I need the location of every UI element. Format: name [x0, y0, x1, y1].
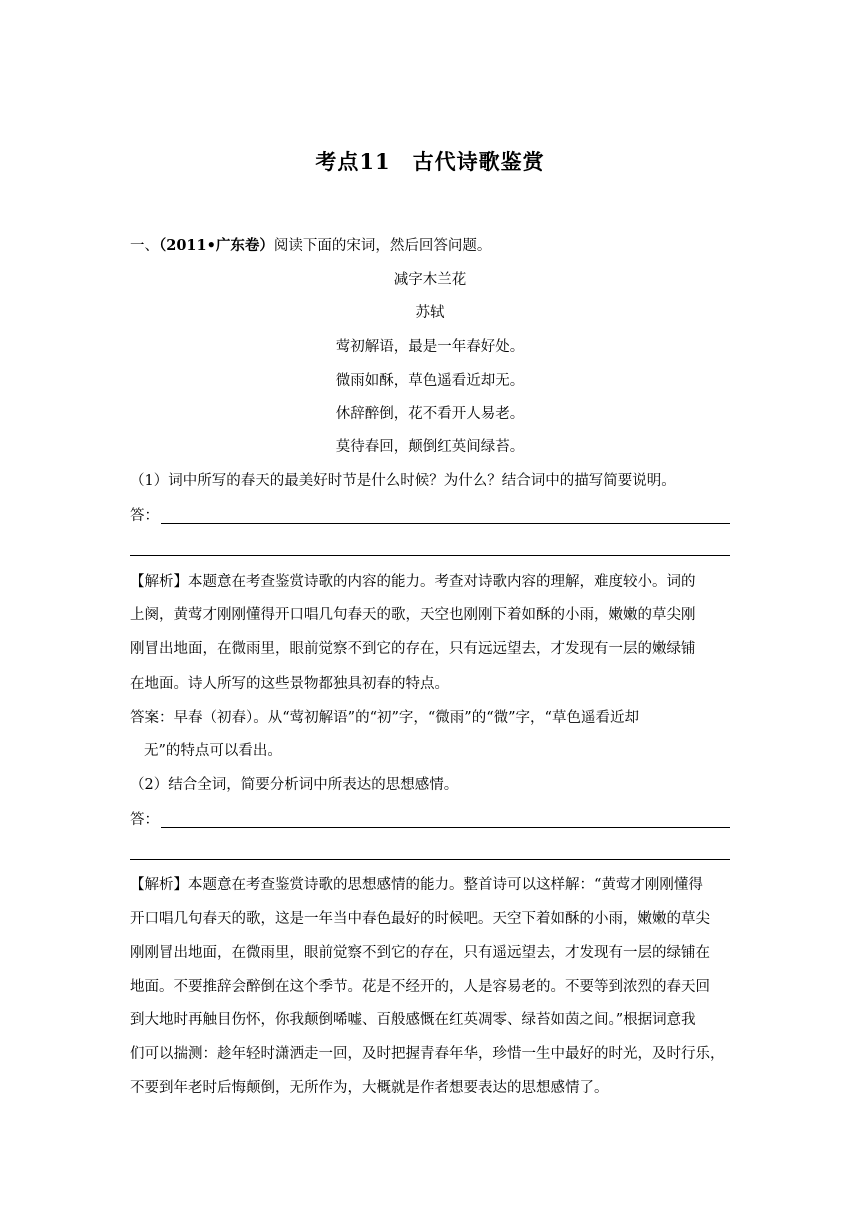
- question-source: （2011•广东卷）: [159, 237, 274, 254]
- q1-analysis-line: 【解析】本题意在考查鉴赏诗歌的内容的能力。考查对诗歌内容的理解，难度较小。词的: [130, 574, 696, 590]
- page-title: [0, 146, 860, 176]
- q1-answer-label: 答：: [130, 508, 159, 524]
- poem-author: 苏轼: [415, 305, 445, 321]
- q1-text: （1）词中所写的春天的最美好时节是什么时候？为什么？结合词中的描写简要说明。: [130, 473, 676, 489]
- poem-line: 莫待春回，颠倒红英间绿苔。: [335, 439, 525, 455]
- q2-analysis-line: 地面。不要推辞会醉倒在这个季节。花是不经开的，人是容易老的。不要等到浓烈的春天回: [130, 979, 710, 995]
- q2-analysis-line: 开口唱几句春天的歌，这是一年当中春色最好的时候吧。天空下着如酥的小雨，嫩嫩的草尖: [130, 911, 710, 927]
- answer-line: [161, 827, 730, 828]
- q1-answer-line: 无”的特点可以看出。: [144, 743, 282, 759]
- poem-line: 微雨如酥，草色遥看近却无。: [335, 373, 525, 389]
- question-header: [130, 236, 730, 256]
- answer-line: [130, 555, 730, 556]
- q2-text: （2）结合全词，简要分析词中所表达的思想感情。: [130, 777, 459, 793]
- title-topic-number: 考点11: [315, 149, 391, 174]
- q1-analysis-line: 上阕，黄莺才刚刚懂得开口唱几句春天的歌，天空也刚刚下着如酥的小雨，嫩嫩的草尖刚: [130, 607, 696, 623]
- q1-answer-line: 答案：早春（初春）。从“莺初解语”的“初”字，“微雨”的“微”字，“草色遥看近却: [130, 710, 639, 726]
- q2-analysis-line: 刚刚冒出地面，在微雨里，眼前觉察不到它的存在，只有遥远望去，才发现有一层的绿铺在: [130, 945, 710, 961]
- question-instruction: 阅读下面的宋词，然后回答问题。: [273, 238, 492, 254]
- question-prefix: 一、: [130, 238, 159, 254]
- poem-line: 休辞醉倒，花不看开人易老。: [335, 406, 525, 422]
- q2-analysis-line: 【解析】本题意在考查鉴赏诗歌的思想感情的能力。整首诗可以这样解：“黄莺才刚刚懂得: [130, 877, 703, 893]
- q2-analysis-line: 们可以揣测：趁年轻时潇洒走一回，及时把握青春年华，珍惜一生中最好的时光，及时行乐，: [130, 1046, 725, 1062]
- q1-analysis-line: 在地面。诗人所写的这些景物都独具初春的特点。: [130, 676, 449, 692]
- q1-analysis-line: 刚冒出地面，在微雨里，眼前觉察不到它的存在，只有远远望去，才发现有一层的嫩绿铺: [130, 641, 696, 657]
- answer-line: [130, 859, 730, 860]
- q1-answer-row: [130, 506, 730, 526]
- answer-line: [161, 523, 730, 524]
- title-topic-name: 古代诗歌鉴赏: [412, 149, 545, 174]
- q2-analysis-line: 不要到年老时后悔颠倒，无所作为，大概就是作者想要表达的思想感情了。: [130, 1080, 609, 1096]
- q2-answer-row: [130, 810, 730, 830]
- q2-analysis-line: 到大地时再触目伤怀，你我颠倒唏嘘、百般感慨在红英凋零、绿苔如茵之间。”根据词意我: [130, 1012, 696, 1028]
- q2-answer-label: 答：: [130, 812, 159, 828]
- poem-line: 莺初解语，最是一年春好处。: [335, 339, 525, 355]
- poem-title: 减字木兰花: [393, 272, 467, 288]
